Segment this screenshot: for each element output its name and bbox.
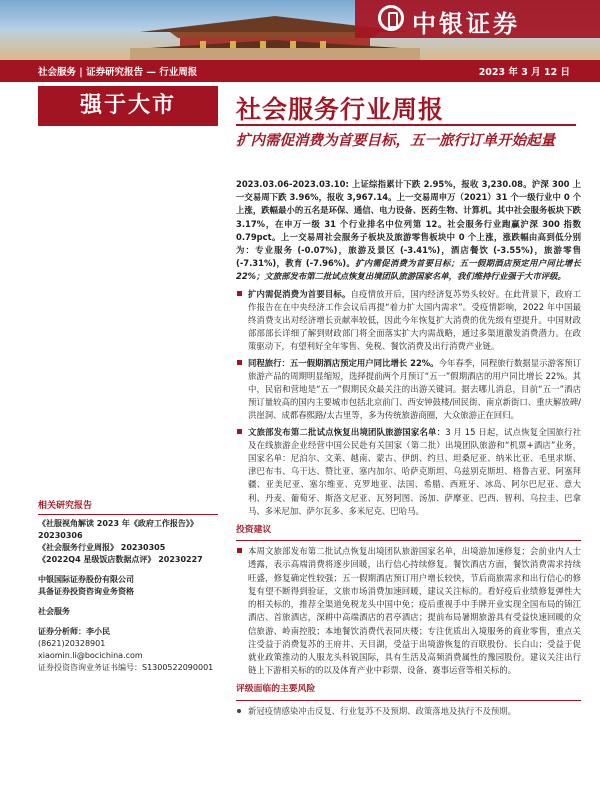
summary-text: 上证综指累计下跌 2.95%，报收 3,230.08。沪深 300 上一交易周下跌 3.96%，报收 3,967.14。上一交易周申万（2021）31 个一级行业中 0 个上涨，跌幅最小的五名是环保、通信、电力设备、医药生物、计算机。其中社会服务板块下跌 3.17%，在申万一级 31 个行业排名中位列第 12。社会服务行业跑赢沪深 300 指数 0.79pct。上一交易周社会服务子板块及旅游零售板块中 0 个上涨，涨跌幅由高到低分别为：专业服务 (-0.07%)，旅游及景区 (-3.41%)，酒店餐饮 (-3.55%)，旅游零售 (-7.31%)，教育 (-7.96%)。: [236, 179, 581, 269]
analyst-name: 证券分析师：李小民: [38, 627, 110, 636]
key-point-text: 自疫情放开后，国内经济复苏势头较好。在此背景下，政府工作报告在在中央经济工作会议后再提“着力扩大国内需求”。受疫情影响，2022 年中国最终消费支出对经济增长贡献率较低，因此今年恢复扩大消费的优先级有望提升。中国财政部部部长详细了解到财政部门将全面落实扩大内需战略，通过多渠道激发消费潜力。在政策驱动下，有望利好全年零售、免税、餐饮消费及出行消费产业链。: [248, 288, 582, 352]
related-reports-heading: 相关研究报告: [38, 501, 93, 511]
investment-paragraph: [236, 545, 581, 677]
related-report-link[interactable]: 《社会服务行业周报》 20230305: [38, 543, 166, 552]
analyst-phone: (8621)20328901: [38, 639, 106, 648]
key-point-title: 扩内需促消费为首要目标。: [248, 288, 351, 299]
investment-heading: 投资建议: [236, 525, 272, 536]
risk-heading: 评级面临的主要风险: [236, 684, 316, 695]
investment-divider: [236, 540, 581, 541]
report-title: 社会服务行业周报: [236, 95, 445, 124]
risk-item: 新冠疫情感染冲击反复、行业复苏不及预期、政策落地及执行不及预期。: [236, 705, 581, 718]
analyst-info: [38, 626, 218, 674]
key-point-title: 文旅部发布第二批试点恢复出境团队旅游国家名单：: [248, 426, 446, 437]
related-report-link[interactable]: 《2022Q4 星级饭店数据点评》 20230227: [38, 555, 203, 564]
key-point-text: 今年春季，同程旅行数据显示游客预订旅游产品的周期明显缩短，选择提前两个月预订“五一”假期酒店的用户同比增长 22%。其中，民宿和营地是“五一”假期民众最关注的出游关键词。据去哪儿消息，目前“五一”酒店预订量较高的国内主要城市包括北京前门、西安钟鼓楼/回民街、南京新街口、重庆解放碑/洪崖洞、成都春熙路/太古里等，多为传统旅游商圈，大众旅游正在回归。: [248, 357, 582, 421]
analyst-certificate: 证券投资咨询业务证书编号：S1300522090001: [38, 663, 214, 672]
sector-label: 社会服务: [38, 607, 70, 616]
summary-highlight: 扩内需促消费为首要目标；五一假期酒店预定用户同比增长 22%；文旅部发布第二批试点恢复出境团队旅游国家名单，我们维持行业强于大市评级。: [236, 258, 581, 282]
report-category: 社会服务 | 证券研究报告 — 行业周报: [38, 67, 198, 78]
key-point-title: 同程旅行：五一假期酒店预定用户同比增长 22%。: [248, 357, 439, 368]
key-point-text: 3 月 15 日起，试点恢复全国旅行社及在线旅游企业经营中国公民赴有关国家（第二批）出境团队旅游和“机票+酒店”业务，国家名单：尼泊尔、文莱、越南、蒙古、伊朗、约旦、坦桑尼亚、纳米比亚、毛里求斯、津巴布韦、乌干达、赞比亚、塞内加尔、哈萨克斯坦、乌兹别克斯坦、格鲁吉亚、阿塞拜疆、亚美尼亚、塞尔维亚、克罗地亚、法国、希腊、西班牙、冰岛、阿尔巴尼亚、意大利、丹麦、葡萄牙、斯洛文尼亚、瓦努阿图、汤加、萨摩亚、巴西、智利、乌拉圭、巴拿马、多米尼加、萨尔瓦多、多米尼克、巴哈马。: [248, 426, 582, 516]
key-point-item: [236, 426, 581, 518]
investment-text: 本周文旅部发布第二批试点恢复出境团队旅游国家名单，出境游加速修复；会前业内人士透露，表示高端消费将逐步回暖，出行信心持续修复。餐饮酒店方面，餐饮消费需求持续旺盛，修复确定性较强；五一假期酒店预订用户增长较快，节后商旅需求和出行信心的修复有望不断得到验证，文旅市场消费加速回暖，建议关注标的。看好疫后业绩修复弹性大的相关标的，推荐全渠道免税龙头中国中免；疫后重视手中手牌开业实现全国布局的锦江酒店、首旅酒店，深耕中高端酒店的君亭酒店；提前布局暑期旅游具有受益快速回暖的众信旅游、岭南控股；本地餐饮消费代表同庆楼；专注优质出入境服务的商业零售，重点关注受益于消费复苏的王府井、天目湖，受益于出境游恢复的百联股份、长白山；受益于促就业政策推动的人服龙头科锐国际，具有生活及高频消费属性的豫园股份。建议关注出行链上下游相关标的的以及体育产业中彩票、设备、赛事运营等相关标的。: [248, 546, 581, 676]
key-point-item: [236, 288, 581, 354]
summary-paragraph: [236, 178, 581, 284]
summary-date-range: 2023.03.06-2023.03.10:: [236, 179, 352, 189]
main-content: [236, 178, 581, 718]
rating-badge: 强于大市: [38, 86, 218, 126]
related-report-link[interactable]: 《社服视角解读 2023 年《政府工作报告》》 20230306: [38, 519, 198, 540]
company-qualification: 具备证券投资咨询业务资格: [38, 587, 134, 596]
report-subtitle: 扩内需促消费为首要目标，五一旅行订单开始起量: [236, 132, 555, 149]
risk-divider: [236, 700, 581, 701]
related-divider: [38, 514, 218, 515]
title-divider: [236, 124, 576, 126]
key-point-item: [236, 357, 581, 423]
brand-logo-text: 中银证券: [412, 10, 520, 38]
company-name: 中银国际证券股份有限公司: [38, 575, 134, 584]
report-date: 2023 年 3 月 12 日: [478, 67, 570, 78]
logo-icon: [378, 5, 404, 31]
sidebar: [38, 500, 218, 674]
meta-bar: [0, 60, 600, 82]
header-banner: [0, 0, 600, 60]
analyst-email[interactable]: xiaomin.li@bocichina.com: [38, 651, 143, 660]
company-info: [38, 574, 218, 598]
key-points: [236, 288, 581, 518]
